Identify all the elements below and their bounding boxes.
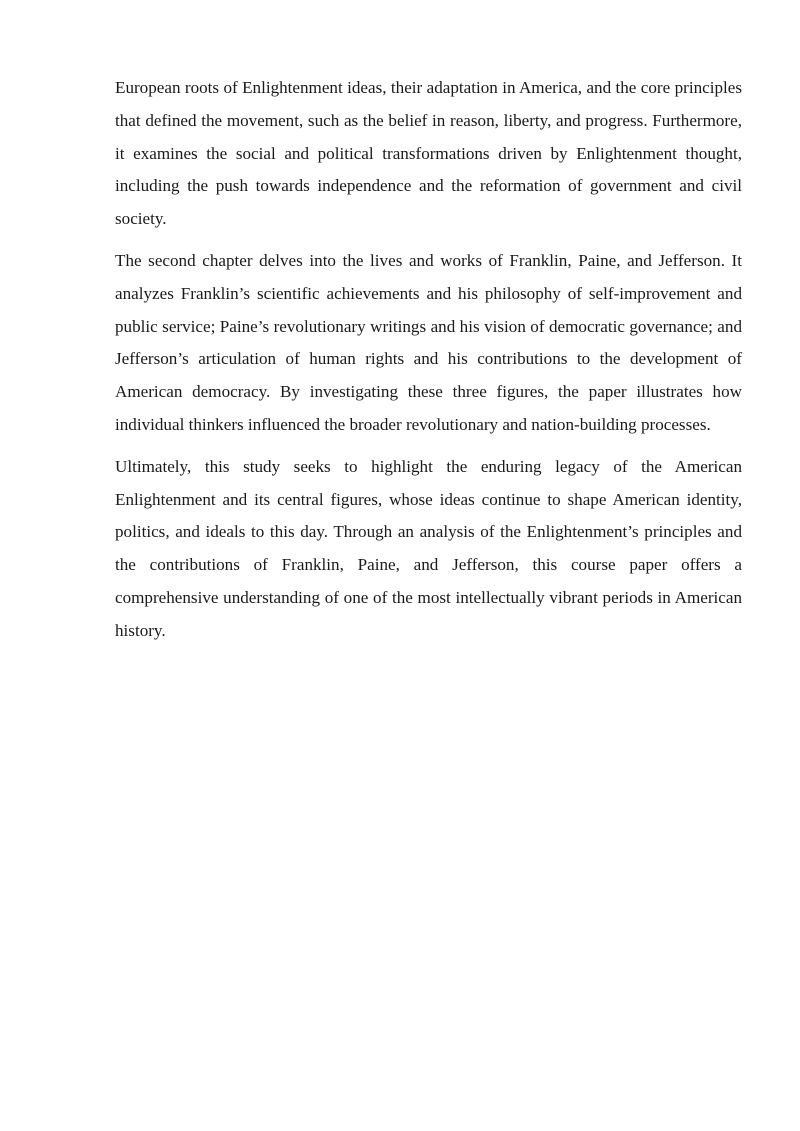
- paragraph-enduring-legacy: Ultimately, this study seeks to highlight the enduring legacy of the American Enlightenment and its central figures, whose ideas continue to shape American identity, politics, and ideals to this day. Through an analysis of the Enlightenment’s principles and the contributions of Franklin, Paine, and Jefferson, this course paper offers a comprehensive understanding of one of the most intellectually vibrant periods in American history.: [115, 456, 742, 640]
- paragraph-second-chapter: The second chapter delves into the lives and works of Franklin, Paine, and Jefferson. It analyzes Franklin’s scientific achievements and his philosophy of self-improvement and public service; Paine’s revolutionary writings and his vision of democratic governance; and Jefferson’s articulation of human rights and his contributions to the development of American democracy. By investigating these three figures, the paper illustrates how individual thinkers influenced the broader revolutionary and nation-building processes.: [115, 250, 742, 434]
- paragraph-enlightenment-roots: European roots of Enlightenment ideas, their adaptation in America, and the core principles that defined the movement, such as the belief in reason, liberty, and progress. Furthermore, it examines the social and political transformations driven by Enlightenment thought, including the push towards independence and the reformation of government and civil society.: [115, 78, 742, 229]
- document-body: [115, 72, 742, 657]
